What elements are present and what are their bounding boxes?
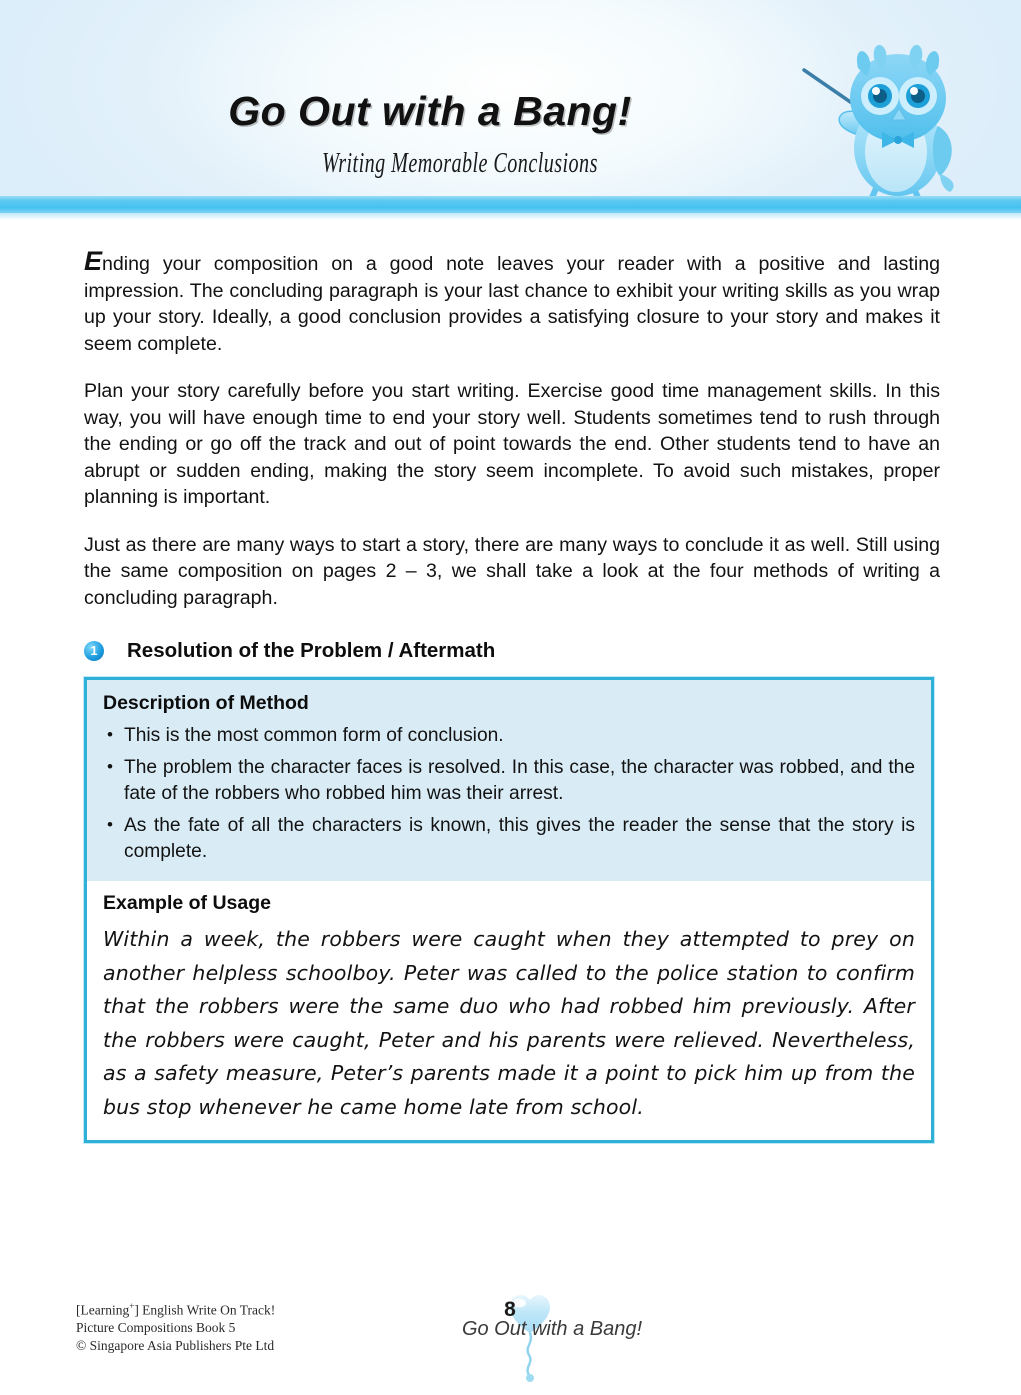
method-box	[84, 677, 934, 1143]
methods-intro-paragraph: Just as there are many ways to start a story, there are many ways to conclude it as well. Still using the same composition on pages 2 – 3, we shall take a look at the four methods of writing a concluding paragraph.	[84, 533, 940, 609]
owl-mascot-icon	[800, 28, 1000, 213]
planning-paragraph: Plan your story carefully before you start writing. Exercise good time management skills. In this way, you will have enough time to end your story well. Students sometimes tend to rush through the ending or go off the track and out of point towards the end. Other students tend to have an abrupt or sudden ending, making the story seem incomplete. To avoid such mistakes, proper planning is important.	[84, 380, 940, 508]
imprint-series-pre: [Learning	[76, 1302, 130, 1318]
page-title: Go Out with a Bang!	[228, 88, 632, 134]
main-content	[84, 248, 940, 1143]
header-divider-glow	[0, 213, 1021, 220]
method-heading	[84, 639, 940, 663]
description-section	[87, 680, 931, 881]
intro-paragraph-text: nding your composition on a good note leaves your reader with a positive and lasting impression. The concluding paragraph is your last chance to exhibit your writing skills as you wrap up your story. Ideally, a good conclusion provides a satisfying closure to your story and makes it seem complete.	[84, 253, 940, 355]
list-item: • The problem the character faces is resolved. In this case, the character was robbed, and the fate of the robbers who robbed him was their arrest.	[103, 755, 915, 807]
list-item: • This is the most common form of conclusion.	[103, 723, 915, 749]
description-bullet-list	[103, 723, 915, 865]
description-heading: Description of Method	[103, 692, 309, 714]
imprint-line-3: © Singapore Asia Publishers Pte Ltd	[76, 1337, 275, 1353]
page-header	[0, 0, 1021, 196]
example-section	[87, 881, 931, 1140]
page-number: 8	[504, 1298, 516, 1321]
drop-cap: E	[84, 246, 103, 276]
page-subtitle: Writing Memorable Conclusions	[322, 148, 598, 179]
header-divider-bar	[0, 196, 1021, 213]
footer-chapter-label: Go Out with a Bang!	[461, 1318, 643, 1340]
intro-paragraph	[84, 248, 940, 357]
imprint-series-superscript: +	[129, 1301, 135, 1311]
imprint-line-1	[76, 1298, 275, 1319]
example-paragraph: Within a week, the robbers were caught when they attempted to prey on another helpless schoolboy. Peter was called to the police station to confirm that the robbers were the same duo who had robbed him previously. After the robbers were caught, Peter and his parents were relieved. Nevertheless, as a safety measure, Peter’s parents made it a point to pick him up from the bus stop whenever he came home late from school.	[103, 927, 915, 1119]
list-item: • As the fate of all the characters is known, this gives the reader the sense that the story is complete.	[103, 813, 915, 865]
imprint-series-post: ] English Write On Track!	[134, 1302, 276, 1318]
method-number-badge: 1	[84, 641, 104, 661]
footer-imprint	[76, 1298, 275, 1354]
method-title: Resolution of the Problem / Aftermath	[127, 639, 496, 662]
imprint-line-2: Picture Compositions Book 5	[76, 1320, 236, 1335]
example-heading: Example of Usage	[103, 892, 271, 914]
